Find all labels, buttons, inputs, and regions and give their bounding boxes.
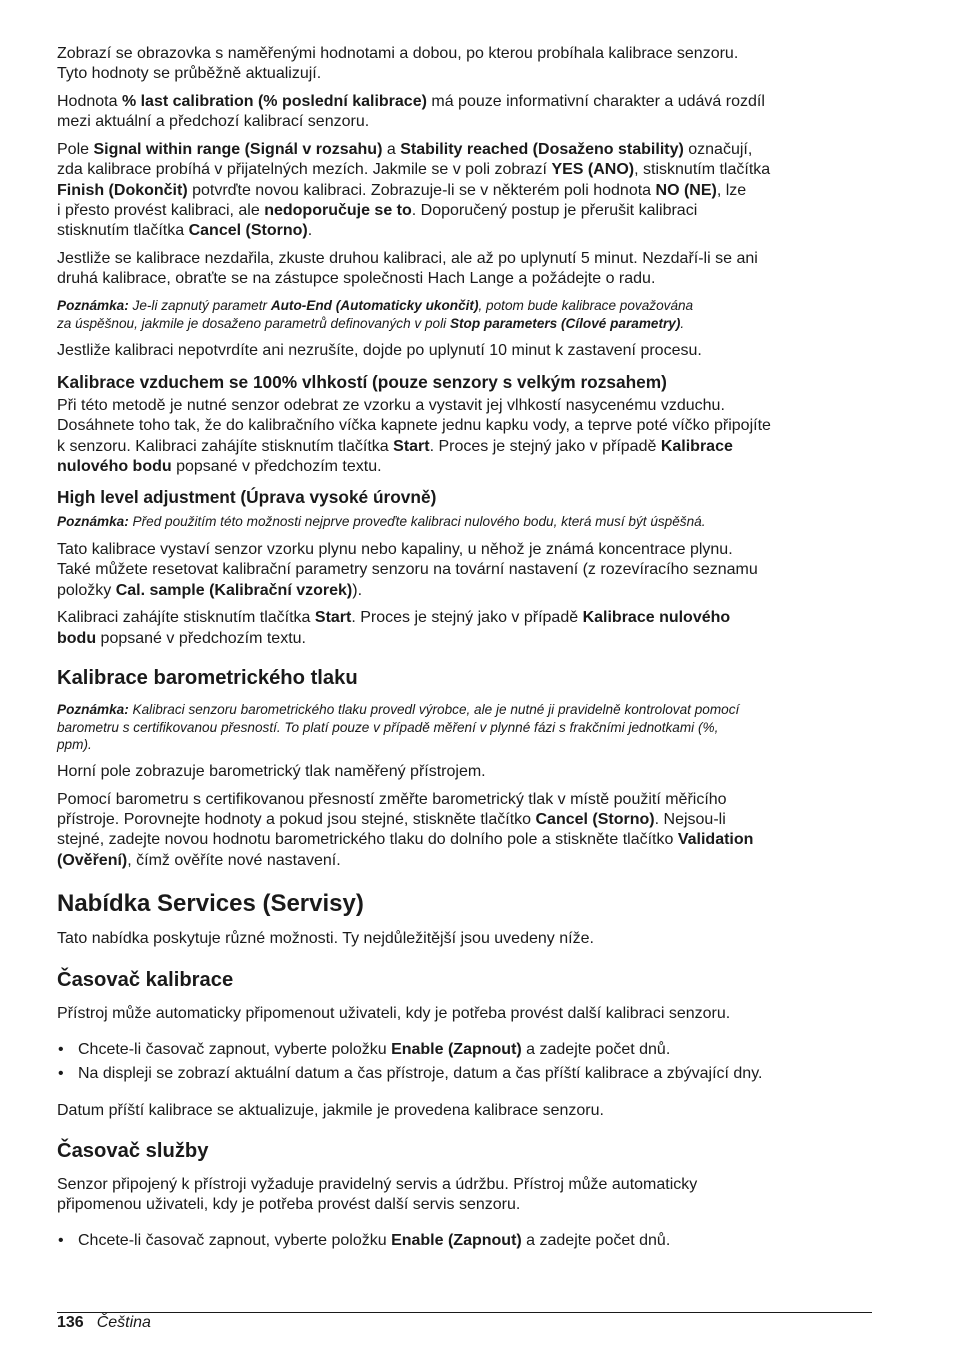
list-item: • Chcete-li časovač zapnout, vyberte položku Enable (Zapnout) a zadejte počet dnů.: [58, 1041, 671, 1059]
page-number: 136: [57, 1314, 84, 1331]
list-item: • Na displeji se zobrazí aktuální datum a čas přístroje, datum a čas příští kalibrace a zbývající dny.: [58, 1065, 763, 1083]
footer-language: Čeština: [96, 1314, 151, 1331]
next-calibration-paragraph: Datum příští kalibrace se aktualizuje, jakmile je provedena kalibrace senzoru.: [57, 1101, 604, 1119]
note-auto-end: Poznámka: Je-li zapnutý parametr Auto-End (Automaticky ukončit), potom bude kalibrace považována za úspěšnou, jakmile je dosaženo parametrů definovaných v poli Stop parameters (Cílové parametry).: [57, 298, 694, 332]
intro-paragraph: Zobrazí se obrazovka s naměřenými hodnotami a dobou, po kterou probíhala kalibrace senzoru. Tyto hodnoty se průběžně aktualizují.: [57, 45, 739, 83]
barometric-procedure-paragraph: Pomocí barometru s certifikovanou přesností změřte barometrický tlak v místě použití měřicího přístroje. Porovnejte hodnoty a pokud jsou stejné, stiskněte tlačítko Cancel (Storno). Nejsou-li stejné, zadejte novou hodnotu barometrického tlaku do dolního pole a stiskněte tlačítko Validation (Ověření), čímž ověříte nové nastavení.: [57, 790, 754, 869]
document-page: [57, 44, 872, 1252]
heading-services-menu: Nabídka Services (Servisy): [57, 889, 364, 917]
high-level-paragraph: Tato kalibrace vystaví senzor vzorku plynu nebo kapaliny, u něhož je známá koncentrace plynu. Také můžete resetovat kalibrační parametry senzoru na tovární nastavení (z rozevíracího seznamu položky Cal. sample (Kalibrační vzorek)).: [57, 541, 758, 599]
barometric-display-paragraph: Horní pole zobrazuje barometrický tlak naměřený přístrojem.: [57, 763, 486, 781]
heading-service-timer: Časovač služby: [57, 1139, 209, 1162]
retry-paragraph: Jestliže se kalibrace nezdařila, zkuste druhou kalibraci, ale až po uplynutí 5 minut. Nezdaří-li se ani druhá kalibrace, obraťte se na zástupce společnosti Hach Lange a požádejte o radu.: [57, 249, 758, 288]
note-barometer: Poznámka: Kalibraci senzoru barometrického tlaku provedl výrobce, ale je nutné ji pravidelně kontrolovat pomocí barometru s certifikovanou přesností. To platí pouze v případě měření v plynné fázi s frakčními jednotkami (%, ppm).: [57, 701, 740, 753]
heading-barometric-calibration: Kalibrace barometrického tlaku: [57, 666, 358, 689]
services-intro-paragraph: Tato nabídka poskytuje různé možnosti. Ty nejdůležitější jsou uvedeny níže.: [57, 929, 594, 947]
air-calibration-paragraph: Při této metodě je nutné senzor odebrat ze vzorku a vystavit jej vlhkostí nasycenému vzduchu. Dosáhnete toho tak, že do kalibračního víčka kapnete jednu kapku vody, a teprve poté víčko připojíte k senzoru. Kalibraci zahájíte stisknutím tlačítka Start. Proces je stejný jako v případě Kalibrace nulového bodu popsané v předchozím textu.: [57, 397, 771, 476]
service-timer-paragraph: Senzor připojený k přístroji vyžaduje pravidelný servis a údržbu. Přístroj může automaticky připomenou uživateli, kdy je potřeba provést další servis senzoru.: [57, 1175, 698, 1214]
calibration-timer-paragraph: Přístroj může automaticky připomenout uživateli, kdy je potřeba provést další kalibraci senzoru.: [57, 1005, 731, 1023]
heading-calibration-timer: Časovač kalibrace: [57, 969, 234, 992]
heading-high-level-adjustment: High level adjustment (Úprava vysoké úrovně): [57, 487, 437, 508]
signal-stability-paragraph: Pole Signal within range (Signál v rozsahu) a Stability reached (Dosaženo stability) označují, zda kalibrace probíhá v přijatelných mezích. Jakmile se v poli zobrazí YES (ANO), stisknutím tlačítka Finish (Dokončit) potvrďte novou kalibraci. Zobrazuje-li se v některém poli hodnota NO (NE), lze i přesto provést kalibraci, ale nedoporučuje se to. Doporučený postup je přerušit kalibraci stisknutím tlačítka Cancel (Storno).: [57, 140, 771, 240]
footer-divider: [57, 1312, 872, 1313]
page-footer: [57, 1313, 151, 1333]
note-zero-point-first: Poznámka: Před použitím této možnosti nejprve proveďte kalibraci nulového bodu, která musí být úspěšná.: [57, 514, 706, 530]
calibration-timer-list: [57, 1040, 872, 1084]
last-calibration-paragraph: Hodnota % last calibration (% poslední kalibrace) má pouze informativní charakter a udává rozdíl mezi aktuální a předchozí kalibrací senzoru.: [57, 92, 765, 131]
service-timer-list: [57, 1231, 872, 1251]
timeout-paragraph: Jestliže kalibraci nepotvrdíte ani nezrušíte, dojde po uplynutí 10 minut k zastavení procesu.: [57, 341, 702, 359]
heading-air-calibration: Kalibrace vzduchem se 100% vlhkostí (pouze senzory s velkým rozsahem): [57, 372, 667, 393]
high-level-start-paragraph: Kalibraci zahájíte stisknutím tlačítka Start. Proces je stejný jako v případě Kalibrace nulového bodu popsané v předchozím textu.: [57, 609, 731, 647]
list-item: • Chcete-li časovač zapnout, vyberte položku Enable (Zapnout) a zadejte počet dnů.: [58, 1232, 671, 1250]
